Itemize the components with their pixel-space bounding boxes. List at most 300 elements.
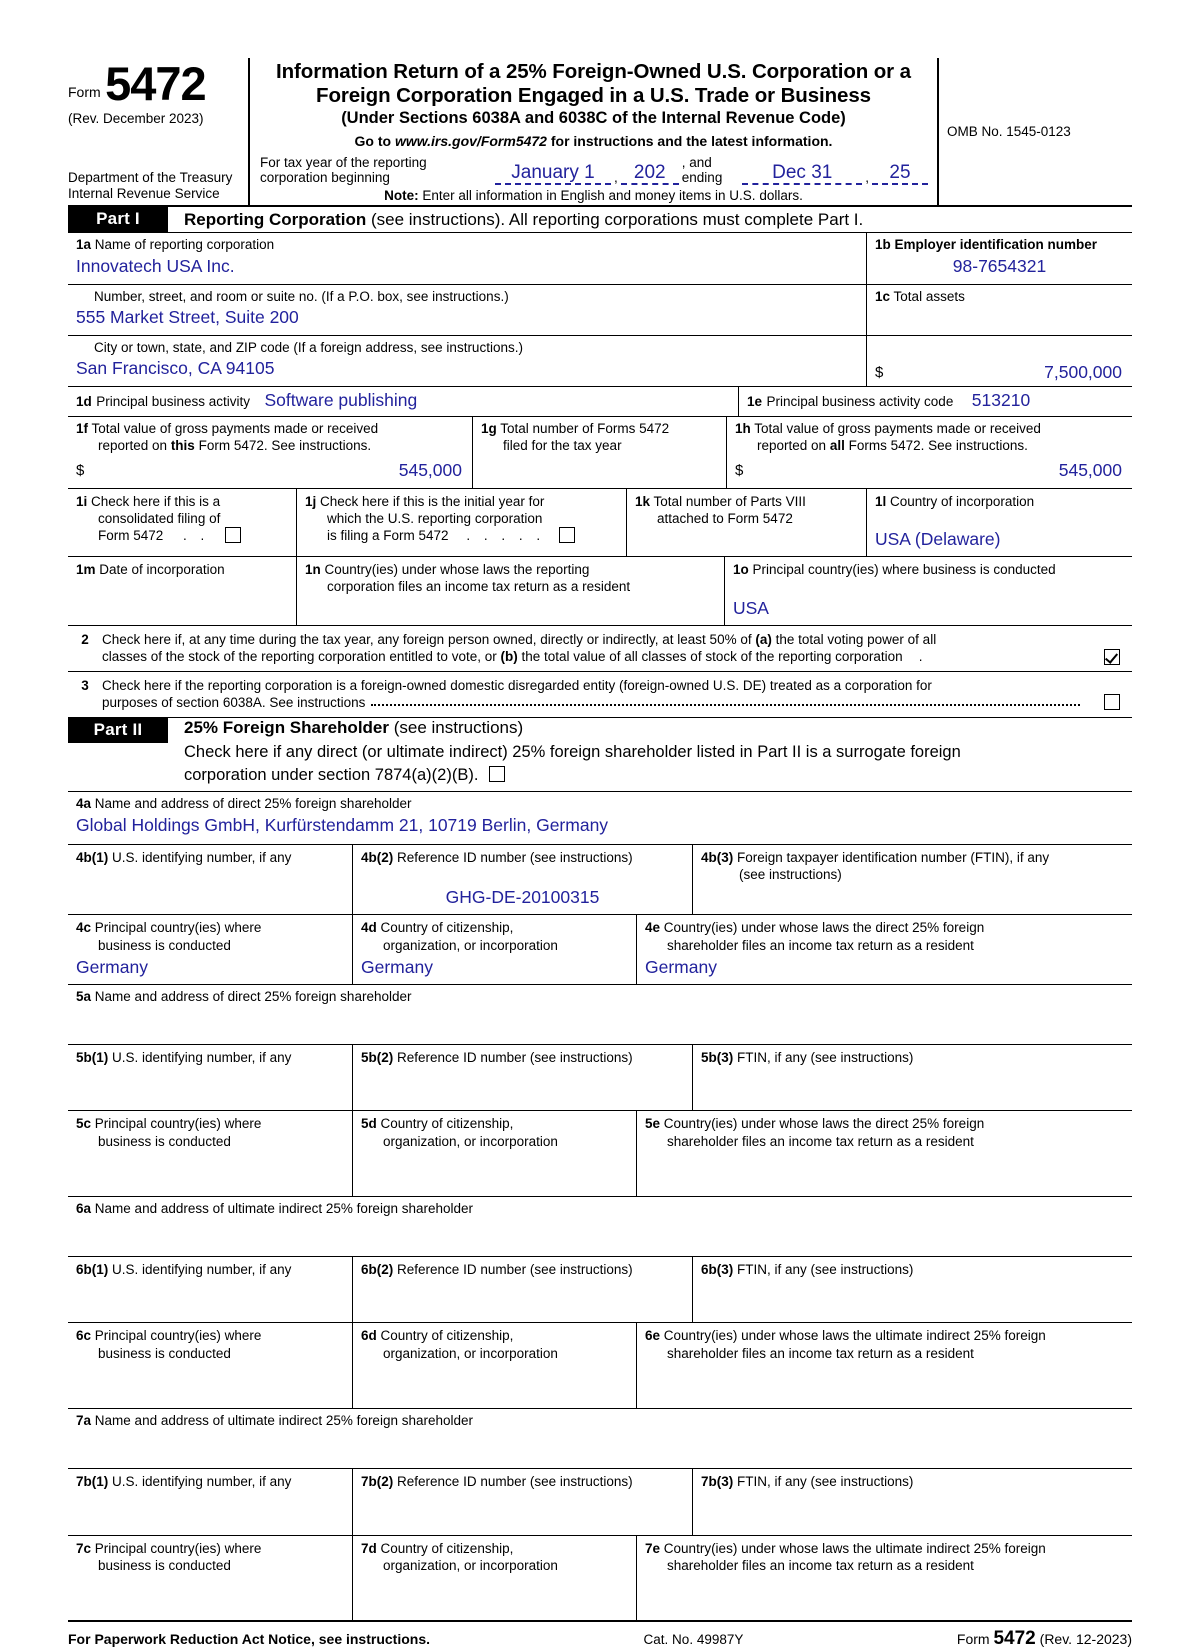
label-5a: [76, 988, 1124, 1005]
text-7e-b: shareholder files an income tax return as a resident: [667, 1557, 974, 1573]
checkbox-3-foreign-owned-us-de[interactable]: [1104, 694, 1120, 710]
text-6b1: U.S. identifying number, if any: [112, 1262, 292, 1278]
value-1c-total-assets[interactable]: 7,500,000: [1044, 361, 1122, 382]
value-1f-gross-payments-this[interactable]: 545,000: [398, 459, 462, 480]
cell-6e[interactable]: [636, 1323, 1132, 1408]
num-1d: 1d: [76, 394, 92, 410]
cell-1d[interactable]: [68, 387, 738, 416]
form-title-line1: Information Return of a 25% Foreign-Owned U.S. Corporation or a: [276, 60, 911, 83]
cell-5e[interactable]: [636, 1111, 1132, 1196]
value-6b2-reference-id[interactable]: [361, 1278, 684, 1300]
department-treasury-line: Department of the Treasury: [68, 169, 233, 185]
cell-1j[interactable]: [296, 489, 626, 556]
num-7b3: 7b(3): [701, 1474, 734, 1490]
num-6e: 6e: [645, 1328, 661, 1344]
label-7e: [645, 1540, 1124, 1575]
text-1m: Date of incorporation: [99, 561, 225, 577]
value-4d-citizenship-country[interactable]: Germany: [361, 956, 433, 977]
value-1h-gross-payments-all[interactable]: 545,000: [1058, 459, 1122, 480]
cell-1b[interactable]: [866, 233, 1132, 283]
label-1f: [68, 417, 472, 455]
num-1e: 1e: [747, 394, 763, 410]
cell-1c-amount[interactable]: [866, 336, 1132, 386]
cell-6a[interactable]: [68, 1197, 1132, 1256]
label-4b2: [361, 849, 684, 866]
label-1l: [875, 493, 1124, 510]
row-1f-1g-1h: [68, 416, 1132, 488]
line-3-text-row1: Check here if the reporting corporation is a foreign-owned domestic disregarded entity (foreign-owned U.S. DE) treated as a corporation for: [102, 677, 932, 693]
label-7a: [76, 1412, 1124, 1429]
text-4b1: U.S. identifying number, if any: [112, 850, 292, 866]
cell-7d[interactable]: [352, 1536, 636, 1621]
text-5a: Name and address of direct 25% foreign shareholder: [94, 988, 412, 1004]
text-1o: Principal country(ies) where business is conducted: [752, 561, 1056, 577]
value-5b3-ftin[interactable]: [701, 1066, 1124, 1088]
row-7b: [68, 1468, 1132, 1534]
text-1b: Employer identification number: [894, 237, 1098, 253]
tax-year-end-year-field[interactable]: 25: [872, 163, 928, 185]
cell-4c[interactable]: [68, 915, 352, 984]
surrogate-line-1: Check here if any direct (or ultimate indirect) 25% foreign shareholder listed in Part II is a surrogate foreign: [184, 743, 961, 762]
shareholder-blocks: [68, 792, 1132, 1620]
text-1g-a: Total number of Forms 5472: [500, 421, 670, 437]
label-6e: [645, 1327, 1124, 1362]
label-street: Number, street, and room or suite no. (If a P.O. box, see instructions.): [94, 288, 509, 304]
row-line-2[interactable]: [68, 625, 1132, 671]
label-1j: [305, 493, 618, 545]
text-1f-b-pre: reported on: [98, 438, 171, 454]
currency-symbol-1c: $: [875, 363, 884, 381]
part-2-title-rest: (see instructions): [389, 718, 524, 738]
text-4e-a: Country(ies) under whose laws the direct 25% foreign: [663, 920, 985, 936]
form-sheet: [68, 58, 1132, 1650]
cell-7b3[interactable]: [692, 1469, 1132, 1534]
cell-4d[interactable]: [352, 915, 636, 984]
cell-5a[interactable]: [68, 985, 1132, 1044]
label-5e: [645, 1115, 1124, 1150]
cell-city[interactable]: [68, 336, 866, 386]
text-5c-a: Principal country(ies) where: [94, 1116, 262, 1132]
text-6d-b: organization, or incorporation: [383, 1345, 558, 1361]
label-7d: [361, 1540, 628, 1575]
text-4b2: Reference ID number (see instructions): [397, 850, 633, 866]
text-7e-a: Country(ies) under whose laws the ultimate indirect 25% foreign: [663, 1540, 1046, 1556]
label-6b2: [361, 1261, 684, 1278]
num-5b1: 5b(1): [76, 1050, 109, 1066]
text-7b3-a: FTIN, if any (see instructions): [737, 1474, 914, 1490]
form-title-line2: Foreign Corporation Engaged in a U.S. Trade or Business: [316, 83, 871, 107]
cell-7a[interactable]: [68, 1409, 1132, 1468]
label-5c: [76, 1115, 344, 1150]
cell-street[interactable]: [68, 285, 866, 335]
num-7b1: 7b(1): [76, 1474, 109, 1490]
row-4b: [68, 844, 1132, 914]
text-2-1b: (a): [755, 632, 772, 648]
label-7c: [76, 1540, 344, 1575]
form-number: 5472: [105, 57, 206, 110]
text-4c-b: business is conducted: [98, 937, 231, 953]
note-text: Enter all information in English and money items in U.S. dollars.: [418, 188, 803, 204]
value-4b2-reference-id[interactable]: GHG-DE-20100315: [445, 887, 600, 908]
text-5e-a: Country(ies) under whose laws the direct 25% foreign: [663, 1116, 985, 1132]
num-4e: 4e: [645, 920, 661, 936]
num-1c: 1c: [875, 288, 891, 304]
num-4b1: 4b(1): [76, 850, 109, 866]
cell-7e[interactable]: [636, 1536, 1132, 1621]
text-5e-b: shareholder files an income tax return as a resident: [667, 1133, 974, 1149]
text-1h-a: Total value of gross payments made or received: [754, 421, 1041, 437]
header-title-block: [248, 58, 939, 205]
value-1o-principal-countries[interactable]: USA: [733, 598, 769, 619]
cell-1g[interactable]: [472, 417, 726, 488]
label-6a: [76, 1200, 1124, 1217]
label-1m: [76, 561, 288, 578]
comma-1: ,: [614, 170, 618, 186]
cell-5b3[interactable]: [692, 1045, 1132, 1110]
text-6d-a: Country of citizenship,: [380, 1328, 514, 1344]
checkbox-cell-2[interactable]: [1092, 631, 1132, 666]
value-1m-date-of-incorporation[interactable]: [76, 578, 288, 618]
row-line-3[interactable]: [68, 671, 1132, 718]
label-4d: [361, 919, 628, 954]
goto-suffix: for instructions and the latest information.: [546, 133, 833, 150]
text-5b1: U.S. identifying number, if any: [112, 1050, 292, 1066]
cell-4b1[interactable]: [68, 845, 352, 914]
label-5d: [361, 1115, 628, 1150]
num-1o: 1o: [733, 561, 749, 577]
cell-1l[interactable]: [866, 489, 1132, 556]
tax-year-begin-year-field[interactable]: 202: [621, 163, 679, 185]
checkbox-surrogate-foreign-corp[interactable]: [489, 766, 505, 782]
num-1h: 1h: [735, 421, 751, 437]
text-7d-b: organization, or incorporation: [383, 1557, 558, 1573]
num-7c: 7c: [76, 1540, 92, 1556]
num-1l: 1l: [875, 493, 887, 509]
text-6e-a: Country(ies) under whose laws the ultimate indirect 25% foreign: [663, 1328, 1046, 1344]
value-4a-shareholder-name-address[interactable]: Global Holdings GmbH, Kurfürstendamm 21, 10719 Berlin, Germany: [76, 815, 609, 836]
cell-1i[interactable]: [68, 489, 296, 556]
value-1l-country-of-incorporation[interactable]: USA (Delaware): [875, 528, 1001, 549]
text-6b3-a: FTIN, if any (see instructions): [737, 1262, 914, 1278]
value-1g-number-of-forms[interactable]: [473, 455, 726, 488]
row-1a-1b: [68, 233, 1132, 283]
cell-1f-amount[interactable]: [68, 455, 472, 484]
num-2: 2: [81, 632, 89, 648]
value-7e-resident-country[interactable]: [645, 1574, 1124, 1596]
label-2: [102, 631, 1092, 666]
header-omb-block: [939, 58, 1132, 205]
value-1d-business-activity[interactable]: Software publishing: [264, 390, 418, 411]
value-5b1-us-identifying-number[interactable]: [76, 1066, 344, 1106]
value-7b2-reference-id[interactable]: [361, 1491, 684, 1513]
label-6b3: [701, 1261, 1124, 1278]
num-7b2: 7b(2): [361, 1474, 394, 1490]
text-7b1: U.S. identifying number, if any: [112, 1474, 292, 1490]
checkbox-cell-3[interactable]: [1092, 677, 1132, 712]
cell-1e[interactable]: [738, 387, 1132, 416]
value-4b1-us-identifying-number[interactable]: [76, 866, 344, 910]
surrogate-line-2: corporation under section 7874(a)(2)(B).: [184, 766, 479, 785]
part-2-title-bold: 25% Foreign Shareholder: [184, 718, 389, 738]
dot-leader-3: [371, 703, 1080, 706]
tax-year-line: [256, 155, 931, 185]
cell-5d[interactable]: [352, 1111, 636, 1196]
omb-number: OMB No. 1545-0123: [947, 124, 1071, 140]
goto-prefix: Go to: [354, 133, 395, 150]
num-5e: 5e: [645, 1116, 661, 1132]
value-4c-business-country[interactable]: Germany: [76, 956, 148, 977]
label-6b1: [76, 1261, 344, 1278]
cell-1h-amount[interactable]: [727, 455, 1132, 484]
value-7c-business-country[interactable]: [76, 1574, 344, 1616]
cell-6b2[interactable]: [352, 1257, 692, 1322]
label-5b2: [361, 1049, 684, 1066]
text-7c-a: Principal country(ies) where: [94, 1540, 262, 1556]
cell-5c[interactable]: [68, 1111, 352, 1196]
text-2-2c: the total value of all classes of stock of the reporting corporation: [517, 649, 903, 665]
footer-form-word: Form: [956, 1631, 990, 1648]
num-4d: 4d: [361, 920, 377, 936]
label-1a: [68, 233, 866, 253]
part-1-title-rest: (see instructions). All reporting corporations must complete Part I.: [366, 209, 864, 229]
part-2-header: [68, 717, 1132, 792]
cell-7c[interactable]: [68, 1536, 352, 1621]
cell-1f[interactable]: [68, 417, 472, 488]
value-5a-shareholder-name-address[interactable]: [76, 1005, 1124, 1044]
cell-4e[interactable]: [636, 915, 1132, 984]
value-street-address[interactable]: 555 Market Street, Suite 200: [76, 306, 299, 327]
value-7b1-us-identifying-number[interactable]: [76, 1491, 344, 1531]
value-5c-business-country[interactable]: [76, 1150, 344, 1192]
text-1h-b-pre: reported on: [757, 438, 830, 454]
text-1i-b: consolidated filing of: [98, 510, 221, 526]
value-1e-activity-code[interactable]: 513210: [971, 390, 1031, 411]
cell-1m[interactable]: [68, 557, 296, 625]
form-subtitle: (Under Sections 6038A and 6038C of the Internal Revenue Code): [341, 108, 846, 127]
text-1n-a: Country(ies) under whose laws the reporting: [324, 561, 590, 577]
text-1d: Principal business activity: [96, 394, 251, 410]
row-4c-4d-4e: [68, 914, 1132, 984]
footer-form-id: [957, 1628, 1132, 1650]
value-6b1-us-identifying-number[interactable]: [76, 1278, 344, 1318]
text-4d-b: organization, or incorporation: [383, 937, 558, 953]
num-1a: 1a: [76, 237, 92, 253]
header-left-block: [68, 58, 248, 205]
row-city-1c-value: [68, 335, 1132, 386]
text-5c-b: business is conducted: [98, 1133, 231, 1149]
cell-4b2[interactable]: [352, 845, 692, 914]
cell-5b2[interactable]: [352, 1045, 692, 1110]
value-6e-resident-country[interactable]: [645, 1362, 1124, 1384]
part-1-header: [68, 207, 1132, 233]
tax-year-prefix-label: For tax year of the reporting corporation beginning: [260, 155, 427, 186]
value-6a-shareholder-name-address[interactable]: [76, 1217, 1124, 1256]
tax-year-begin-field[interactable]: January 1: [495, 163, 611, 185]
row-7c-7d-7e: [68, 1535, 1132, 1621]
value-5e-resident-country[interactable]: [645, 1150, 1124, 1172]
text-1i-c: Form 5472: [98, 528, 164, 544]
text-2-1c: the total voting power of all: [771, 632, 937, 648]
label-4b1: [76, 849, 344, 866]
cell-6d[interactable]: [352, 1323, 636, 1408]
cell-1o[interactable]: [724, 557, 1132, 625]
currency-symbol-1h: $: [735, 461, 744, 479]
cell-6b3[interactable]: [692, 1257, 1132, 1322]
text-6c-b: business is conducted: [98, 1345, 231, 1361]
tax-year-end-field[interactable]: Dec 31: [742, 163, 862, 185]
checkbox-2-foreign-person-ownership[interactable]: [1104, 649, 1120, 665]
cell-5b1[interactable]: [68, 1045, 352, 1110]
cell-6b1[interactable]: [68, 1257, 352, 1322]
num-5d: 5d: [361, 1116, 377, 1132]
text-5b3-a: FTIN, if any (see instructions): [737, 1050, 914, 1066]
cell-4a[interactable]: [68, 792, 1132, 844]
text-1e: Principal business activity code: [766, 394, 954, 410]
line-3-text-row2: [102, 694, 1086, 711]
text-7d-a: Country of citizenship,: [380, 1540, 514, 1556]
value-1n-resident-countries[interactable]: [305, 595, 716, 617]
text-1k-b: attached to Form 5472: [657, 510, 793, 526]
text-5d-a: Country of citizenship,: [380, 1116, 514, 1132]
text-3-2: purposes of section 6038A. See instructions: [102, 694, 366, 710]
text-4c-a: Principal country(ies) where: [94, 920, 262, 936]
value-1k-parts-viii-count[interactable]: [635, 527, 858, 549]
text-2-2b: (b): [500, 649, 518, 665]
footer-form-number: 5472: [993, 1628, 1036, 1650]
dots-1j: . . . . .: [466, 528, 546, 544]
text-1c: Total assets: [893, 288, 965, 304]
text-4b3-b: (see instructions): [739, 867, 842, 883]
catalog-number: Cat. No. 49987Y: [643, 1631, 744, 1647]
row-5c-5d-5e: [68, 1110, 1132, 1196]
goto-instructions-line: [256, 133, 931, 149]
num-5b3: 5b(3): [701, 1050, 734, 1066]
text-4a: Name and address of direct 25% foreign shareholder: [94, 795, 412, 811]
label-1o: [733, 561, 1124, 578]
label-4b3: [701, 849, 1124, 884]
num-1k: 1k: [635, 493, 651, 509]
part-2-tag: Part II: [68, 718, 168, 743]
num-1n: 1n: [305, 561, 321, 577]
department-block: [68, 170, 232, 204]
value-1b-ein[interactable]: 98-7654321: [952, 255, 1047, 276]
row-5b: [68, 1044, 1132, 1110]
form-word-label: Form: [68, 83, 101, 100]
label-5b1: [76, 1049, 344, 1066]
value-5b2-reference-id[interactable]: [361, 1066, 684, 1088]
label-1h: [727, 417, 1132, 455]
value-7b3-ftin[interactable]: [701, 1491, 1124, 1513]
note-bold-label: Note:: [384, 188, 419, 204]
line-2-text-row2: [102, 648, 1086, 665]
text-1j-c: is filing a Form 5472: [327, 528, 449, 544]
paperwork-reduction-notice: For Paperwork Reduction Act Notice, see instructions.: [68, 1631, 430, 1648]
text-1l: Country of incorporation: [890, 493, 1035, 509]
cell-6c[interactable]: [68, 1323, 352, 1408]
text-1n-b: corporation files an income tax return as a resident: [327, 579, 631, 595]
dots-2: .: [918, 649, 928, 665]
label-6d: [361, 1327, 628, 1362]
label-4a: [76, 795, 1124, 812]
num-7e: 7e: [645, 1540, 661, 1556]
cell-1a[interactable]: [68, 233, 866, 283]
value-6c-business-country[interactable]: [76, 1362, 344, 1404]
text-1a: Name of reporting corporation: [94, 237, 275, 253]
num-4c: 4c: [76, 920, 92, 936]
num-6c: 6c: [76, 1328, 92, 1344]
cell-4b3[interactable]: [692, 845, 1132, 914]
text-1i-a: Check here if this is a: [91, 493, 221, 509]
num-4b3: 4b(3): [701, 850, 734, 866]
irs-line: Internal Revenue Service: [68, 186, 220, 202]
irs-url-link[interactable]: www.irs.gov/Form5472: [394, 133, 547, 150]
value-4b3-ftin[interactable]: [701, 884, 1124, 906]
value-4e-resident-country[interactable]: Germany: [645, 956, 717, 977]
num-4b2: 4b(2): [361, 850, 394, 866]
cell-1n[interactable]: [296, 557, 724, 625]
value-6d-citizenship-country[interactable]: [361, 1362, 628, 1384]
value-6b3-ftin[interactable]: [701, 1278, 1124, 1300]
surrogate-corp-statement: [184, 741, 961, 787]
value-city-state-zip[interactable]: San Francisco, CA 94105: [76, 358, 275, 379]
cell-1c[interactable]: [866, 285, 1132, 335]
text-1h-b-post: Forms 5472. See instructions.: [844, 438, 1028, 454]
num-5c: 5c: [76, 1116, 92, 1132]
form-revision-date: (Rev. December 2023): [68, 110, 204, 126]
row-1d-1e: [68, 386, 1132, 416]
num-1j: 1j: [305, 493, 317, 509]
value-7d-citizenship-country[interactable]: [361, 1574, 628, 1596]
label-1c: [867, 285, 1132, 305]
part-1-title-bold: Reporting Corporation: [184, 209, 367, 229]
cell-7b1[interactable]: [68, 1469, 352, 1534]
num-3: 3: [81, 677, 89, 693]
label-4e: [645, 919, 1124, 954]
num-4a: 4a: [76, 795, 92, 811]
row-street-1c: [68, 284, 1132, 335]
shareholder-block-5: [68, 984, 1132, 1196]
checkbox-1j-initial-year[interactable]: [559, 527, 575, 543]
text-6a: Name and address of ultimate indirect 25% foreign shareholder: [94, 1200, 474, 1216]
label-1k: [635, 493, 858, 528]
label-1i: [76, 493, 288, 545]
checkbox-1i-consolidated-filing[interactable]: [225, 527, 241, 543]
cell-1k[interactable]: [626, 489, 866, 556]
text-4e-b: shareholder files an income tax return as a resident: [667, 937, 974, 953]
shareholder-block-4: [68, 792, 1132, 984]
text-5d-b: organization, or incorporation: [383, 1133, 558, 1149]
text-1g-b: filed for the tax year: [503, 438, 622, 454]
num-7d: 7d: [361, 1540, 377, 1556]
label-7b3: [701, 1473, 1124, 1490]
label-6c: [76, 1327, 344, 1362]
label-7b2: [361, 1473, 684, 1490]
label-1g: [473, 417, 726, 455]
text-1h-b-bold: all: [829, 438, 845, 454]
row-1i-1j-1k-1l: [68, 488, 1132, 556]
num-5a: 5a: [76, 988, 92, 1004]
dots-1i: . .: [183, 528, 210, 544]
value-7a-shareholder-name-address[interactable]: [76, 1429, 1124, 1468]
cell-7b2[interactable]: [352, 1469, 692, 1534]
text-1f-a: Total value of gross payments made or received: [91, 421, 379, 437]
part-2-title: [184, 718, 961, 738]
num-1f: 1f: [76, 421, 89, 437]
value-1a-corporation-name[interactable]: Innovatech USA Inc.: [76, 255, 235, 276]
text-2-2a: classes of the stock of the reporting corporation entitled to vote, or: [102, 649, 501, 665]
cell-1h[interactable]: [726, 417, 1132, 488]
value-5d-citizenship-country[interactable]: [361, 1150, 628, 1172]
